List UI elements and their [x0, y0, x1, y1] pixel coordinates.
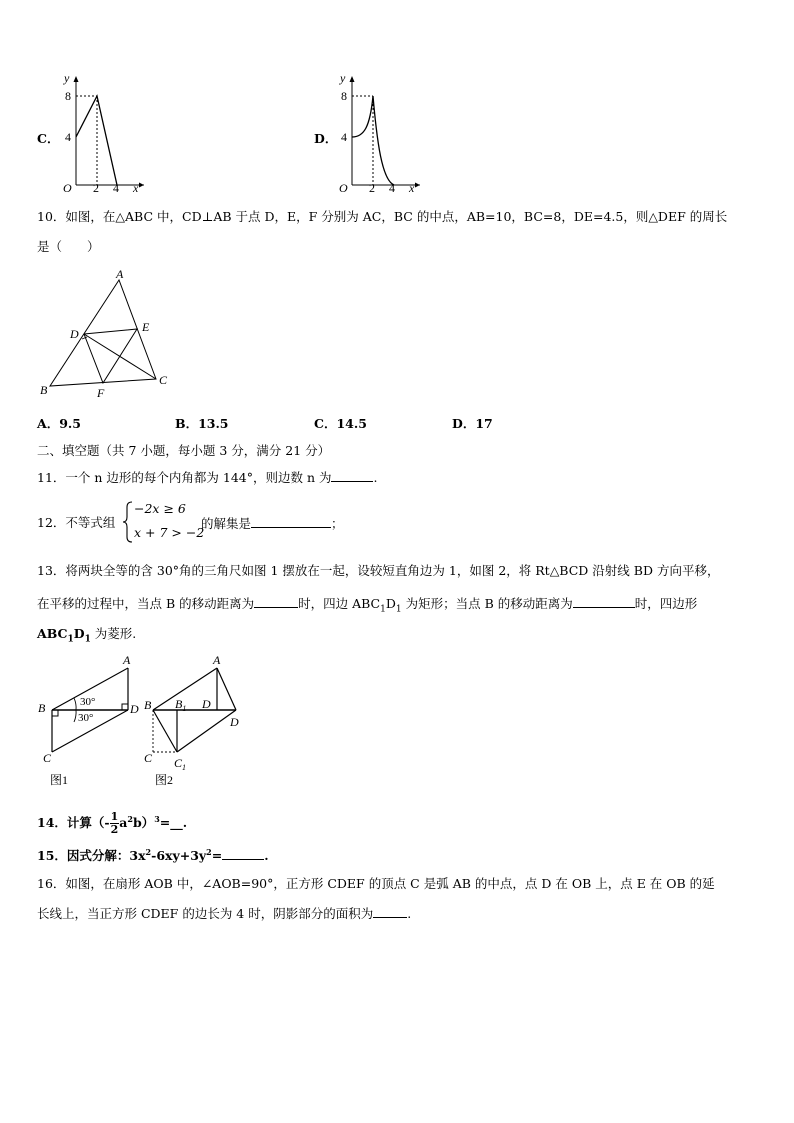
option-c-x-tick-2: 2: [93, 181, 99, 195]
q15-exp-2: 2: [206, 847, 212, 857]
option-d-y-tick-4: 4: [341, 130, 347, 144]
q13-sub-2: 1: [395, 604, 402, 615]
q13-line1: 13．将两块全等的含 30°角的三角尺如图 1 摆放在一起，设较短直角边为 1，如图 2，将 Rt△BCD 沿射线 BD 方向平移，: [37, 563, 720, 578]
q10-choice-d: D．17: [452, 416, 493, 431]
q13-sub-4: 1: [84, 634, 91, 645]
q16-line2-wrap: [37, 905, 411, 922]
q13-fig2-label-a: A: [213, 653, 221, 667]
option-c-y-tick-4: 4: [65, 130, 71, 144]
svg-text:B1: [175, 697, 186, 713]
q12-prefix: 12．不等式组: [37, 515, 116, 530]
q10-label-a: A: [116, 267, 124, 281]
q14-denominator: 2: [110, 823, 119, 837]
q12-inequality-1: −2x ≥ 6: [134, 501, 186, 516]
q10-choice-c: C．14.5: [314, 416, 367, 431]
q13-line2-a: 在平移的过程中，当点 B 的移动距离为: [37, 596, 255, 611]
q10-choice-b: B．13.5: [175, 416, 229, 431]
q13-line3: [37, 626, 136, 648]
svg-text:C1: [174, 756, 186, 772]
q12-answer-blank[interactable]: [251, 515, 331, 528]
option-c-graph: [60, 72, 150, 197]
q12-suffix: 的解集是: [201, 516, 252, 531]
q12-suffix-line: [201, 515, 344, 532]
option-d-y-tick-8: 8: [341, 89, 347, 103]
q11-end: .: [373, 470, 378, 485]
q16-answer-blank[interactable]: [373, 905, 407, 918]
q13-fig2-label-d1: D: [230, 715, 239, 729]
option-c-y-tick-8: 8: [65, 89, 71, 103]
q12-end: ；: [331, 516, 344, 531]
option-c-y-label: y: [64, 71, 70, 85]
q15-text: [37, 844, 269, 864]
q13-fig1-caption: 图1: [50, 773, 69, 787]
q13-line2-e: 时，四边形: [634, 596, 698, 611]
q13-line3-b: D: [73, 626, 85, 641]
q15-eq: =: [211, 848, 223, 864]
q14-end: =__.: [159, 815, 188, 831]
q10-choice-a: A．9.5: [37, 416, 81, 431]
q13-line2-d: 为矩形；当点 B 的移动距离为: [401, 596, 573, 611]
q14-exp: 3: [154, 814, 160, 824]
q16-end: .: [407, 906, 412, 921]
q14-text: [37, 807, 187, 836]
q11-text: [37, 469, 377, 486]
q13-line2: [37, 595, 697, 618]
q10-line1: 10．如图，在△ABC 中，CD⊥AB 于点 D，E，F 分别为 AC，BC 的中点，AB=10，BC=8，DE=4.5，则△DEF 的周长: [37, 209, 728, 224]
q16-line1: 16．如图，在扇形 AOB 中，∠AOB=90°，正方形 CDEF 的顶点 C 是弧 AB 的中点，点 D 在 OB 上，点 E 在 OB 的延: [37, 876, 715, 891]
q10-line2: 是（ ）: [37, 239, 100, 254]
q11-prompt: 11．一个 n 边形的每个内角都为 144°，则边数 n 为: [37, 470, 332, 485]
q13-fig1-angle-2: 30°: [78, 712, 94, 724]
q13-sub-3: 1: [67, 634, 74, 645]
q10-triangle-figure: [38, 268, 173, 403]
q13-fig2-label-d: D: [202, 697, 211, 711]
q13-line3-a: ABC: [37, 626, 68, 641]
option-d-x-tick-4: 4: [389, 181, 395, 195]
q13-figure-2: [140, 650, 260, 790]
q10-label-f: F: [97, 386, 105, 400]
q14-b: b）: [132, 815, 155, 831]
q13-answer-blank-2[interactable]: [573, 595, 635, 608]
q15-prefix: 15．因式分解：3x: [37, 848, 146, 864]
option-d-label: D．: [314, 131, 338, 146]
option-c-origin: O: [63, 181, 72, 195]
q13-fig1-label-d: D: [130, 702, 139, 716]
q12-brace: [123, 501, 133, 543]
q11-answer-blank[interactable]: [331, 469, 373, 482]
option-c-x-tick-4: 4: [113, 181, 119, 195]
q13-fig1-label-c: C: [43, 751, 52, 765]
q13-fig2-label-c1-sub: 1: [182, 763, 187, 772]
q13-fig2-label-b1-sub: 1: [182, 704, 187, 713]
option-d-x-tick-2: 2: [369, 181, 375, 195]
q13-answer-blank-1[interactable]: [254, 595, 298, 608]
q14-prefix: 14．计算（-: [37, 815, 110, 831]
q10-label-b: B: [40, 383, 48, 397]
option-d-graph: [336, 72, 426, 197]
q16-line2: 长线上，当正方形 CDEF 的边长为 4 时，阴影部分的面积为: [37, 906, 374, 921]
q12-inequality-2: x + 7 > −2: [134, 525, 205, 540]
q13-figure-1: [36, 650, 146, 790]
q15-answer-blank[interactable]: [222, 847, 264, 860]
q10-label-e: E: [142, 320, 150, 334]
q13-fig2-label-b1: B: [175, 697, 183, 711]
section-2-heading: 二、填空题（共 7 小题，每小题 3 分，满分 21 分）: [37, 443, 331, 458]
q15-end: .: [264, 848, 269, 864]
q13-fig2-label-c: C: [144, 751, 153, 765]
q13-line2-b: 时，四边 ABC: [298, 596, 381, 611]
q14-a-exp: 2: [127, 814, 133, 824]
q13-fig1-label-a: A: [123, 653, 131, 667]
q13-fig1-label-b: B: [38, 701, 46, 715]
q13-line3-c: 为菱形.: [90, 626, 137, 641]
q13-sub-1: 1: [380, 604, 386, 615]
option-d-origin: O: [339, 181, 348, 195]
option-c-x-label: x: [133, 181, 139, 195]
q15-exp-1: 2: [145, 847, 152, 857]
q10-label-d: D: [70, 327, 79, 341]
q13-line2-c: D: [385, 596, 396, 611]
option-d-y-label: y: [340, 71, 346, 85]
q14-numerator: 1: [110, 810, 119, 824]
option-d-x-label: x: [409, 181, 415, 195]
q13-fig2-label-c1: C: [174, 756, 183, 770]
q14-a: a: [119, 815, 128, 831]
q13-fig2-caption: 图2: [155, 773, 174, 787]
q14-fraction: [110, 811, 120, 836]
q15-mid: -6xy+3y: [151, 848, 207, 864]
option-c-label: C．: [37, 131, 60, 146]
q13-fig1-angle-1: 30°: [80, 696, 96, 708]
q10-label-c: C: [159, 373, 168, 387]
q13-fig2-label-b: B: [144, 698, 152, 712]
